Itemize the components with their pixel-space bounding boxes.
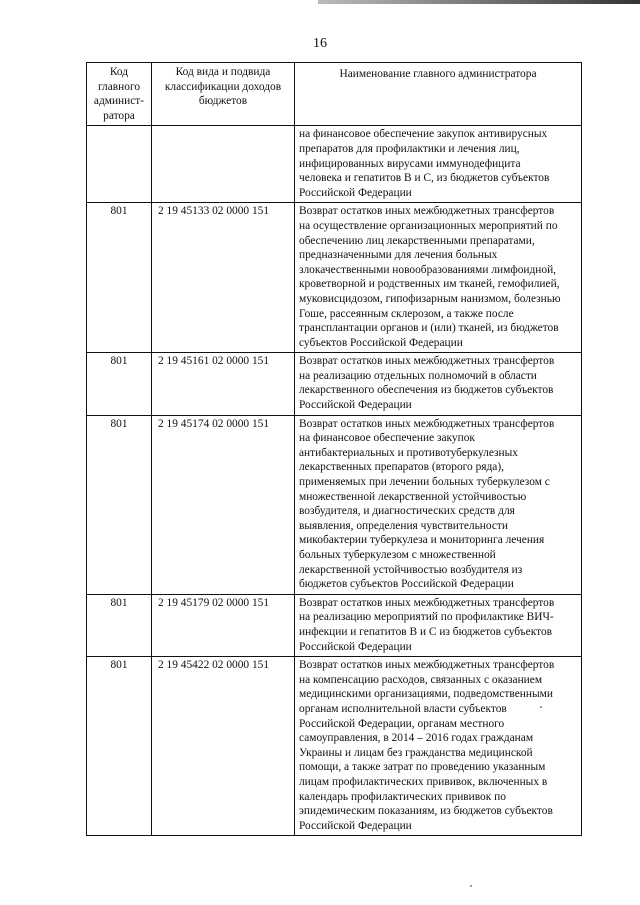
name-line: микобактерии туберкулеза и мониторинга лечения	[299, 534, 545, 547]
name-line: лекарственных препаратов (второго ряда),	[299, 461, 505, 474]
name-line: Возврат остатков иных межбюджетных трансфертов	[299, 355, 555, 368]
name-line: Российской Федерации	[299, 640, 412, 653]
header-admin-code	[87, 63, 152, 126]
name-line: возбудителя, и диагностических средств для	[299, 505, 515, 518]
name-line: препаратов для профилактики и лечения лиц,	[299, 142, 520, 155]
name-line: выявления, определения чувствительности	[299, 519, 508, 532]
name-line: медицинскими организациями, подведомственными	[299, 688, 553, 701]
admin-code-cell: 801	[87, 415, 152, 594]
admin-code-cell: 801	[87, 657, 152, 836]
name-line: на осуществление организационных мероприятий по	[299, 219, 558, 232]
name-line: Российской Федерации	[299, 399, 412, 412]
name-line: Гоше, рассеянным склерозом, а также после	[299, 307, 514, 320]
table-row	[87, 657, 582, 836]
admin-name-cell	[295, 415, 582, 594]
header-line: Код	[109, 66, 129, 78]
revenue-code-cell: 2 19 45161 02 0000 151	[152, 353, 295, 415]
scan-speck	[540, 706, 542, 708]
header-line: классификации доходов	[164, 80, 282, 93]
admin-code-cell: 801	[87, 594, 152, 656]
admin-name-cell	[295, 126, 582, 203]
header-admin-name	[295, 63, 582, 126]
name-line: Российской Федерации, органам местного	[299, 717, 505, 730]
name-line: эпидемическим показаниям, из бюджетов субъектов	[299, 805, 553, 818]
header-line: Наименование главного администратора	[339, 68, 537, 80]
scan-edge-shadow	[318, 0, 640, 4]
table-row	[87, 203, 582, 353]
name-line: лицам профилактических прививок, включенных в	[299, 775, 548, 788]
name-line: инфекции и гепатитов В и С из бюджетов субъектов	[299, 625, 553, 638]
name-line: на реализацию мероприятий по профилактике ВИЧ-	[299, 611, 554, 624]
name-line: помощи, а также затрат по проведению указанным	[299, 761, 546, 774]
name-line: Возврат остатков иных межбюджетных трансфертов	[299, 596, 555, 609]
name-line: человека и гепатитов В и С, из бюджетов субъектов	[299, 172, 550, 185]
revenue-code-cell: 2 19 45133 02 0000 151	[152, 203, 295, 353]
name-line: больных туберкулезом с множественной	[299, 549, 496, 561]
name-line: инфицированных вирусами иммунодефицита	[299, 157, 521, 170]
header-line: Код вида и подвида	[175, 66, 271, 78]
name-line: лекарственного обеспечения из бюджетов субъектов	[299, 384, 554, 397]
name-line: на финансовое обеспечение закупок	[299, 432, 475, 445]
header-line: админист-	[93, 95, 145, 108]
table-row	[87, 594, 582, 656]
header-line: главного	[97, 80, 141, 93]
name-line: бюджетов субъектов Российской Федерации	[299, 578, 514, 591]
admin-name-cell	[295, 203, 582, 353]
name-line: Украины и лицам без гражданства медицинской	[299, 746, 533, 759]
page-number: 16	[313, 36, 327, 51]
name-line: Российской Федерации	[299, 186, 412, 199]
name-line: антибактериальных и противотуберкулезных	[299, 446, 518, 459]
name-line: органам исполнительной власти субъектов	[299, 702, 507, 715]
admin-name-cell	[295, 594, 582, 656]
name-line: на финансовое обеспечение закупок антивирусных	[299, 128, 548, 141]
admin-name-cell	[295, 353, 582, 415]
name-line: применяемых при лечении больных туберкулезом с	[299, 476, 550, 489]
table-header-row	[87, 63, 582, 126]
name-line: множественной лекарственной устойчивостью	[299, 490, 527, 503]
name-line: злокачественными новообразованиями лимфоидной,	[299, 263, 557, 276]
name-line: кроветворной и родственных им тканей, гемофилией,	[299, 278, 560, 291]
name-line: Российской Федерации	[299, 819, 412, 832]
table-row	[87, 353, 582, 415]
table-row	[87, 415, 582, 594]
table-row	[87, 126, 582, 203]
admin-name-cell	[295, 657, 582, 836]
scan-speck	[470, 885, 472, 887]
name-line: Возврат остатков иных межбюджетных трансфертов	[299, 205, 555, 218]
name-line: Возврат остатков иных межбюджетных трансфертов	[299, 659, 555, 672]
header-line: ратора	[103, 109, 135, 122]
revenue-code-cell: 2 19 45179 02 0000 151	[152, 594, 295, 656]
revenue-code-cell: 2 19 45174 02 0000 151	[152, 415, 295, 594]
name-line: лекарственной устойчивостью возбудителя из	[299, 563, 523, 576]
revenue-code-cell: 2 19 45422 02 0000 151	[152, 657, 295, 836]
header-line: бюджетов	[198, 95, 248, 108]
name-line: на компенсацию расходов, связанных с оказанием	[299, 673, 543, 686]
admin-code-cell: 801	[87, 353, 152, 415]
name-line: Возврат остатков иных межбюджетных трансфертов	[299, 417, 555, 430]
name-line: предназначенными для лечения больных	[299, 249, 498, 262]
name-line: самоуправления, в 2014 – 2016 годах гражданам	[299, 732, 534, 745]
revenue-code-cell	[152, 126, 295, 203]
name-line: календарь профилактических прививок по	[299, 790, 506, 803]
admin-code-cell	[87, 126, 152, 203]
name-line: на реализацию отдельных полномочий в области	[299, 369, 537, 382]
name-line: обеспечению лиц лекарственными препаратами,	[299, 234, 535, 247]
header-revenue-code	[152, 63, 295, 126]
name-line: трансплантации органов и (или) тканей, из бюджетов	[299, 322, 559, 335]
revenue-administrators-table	[86, 62, 582, 836]
admin-code-cell: 801	[87, 203, 152, 353]
name-line: муковисцидозом, гипофизарным нанизмом, болезнью	[299, 292, 561, 305]
name-line: субъектов Российской Федерации	[299, 336, 463, 349]
